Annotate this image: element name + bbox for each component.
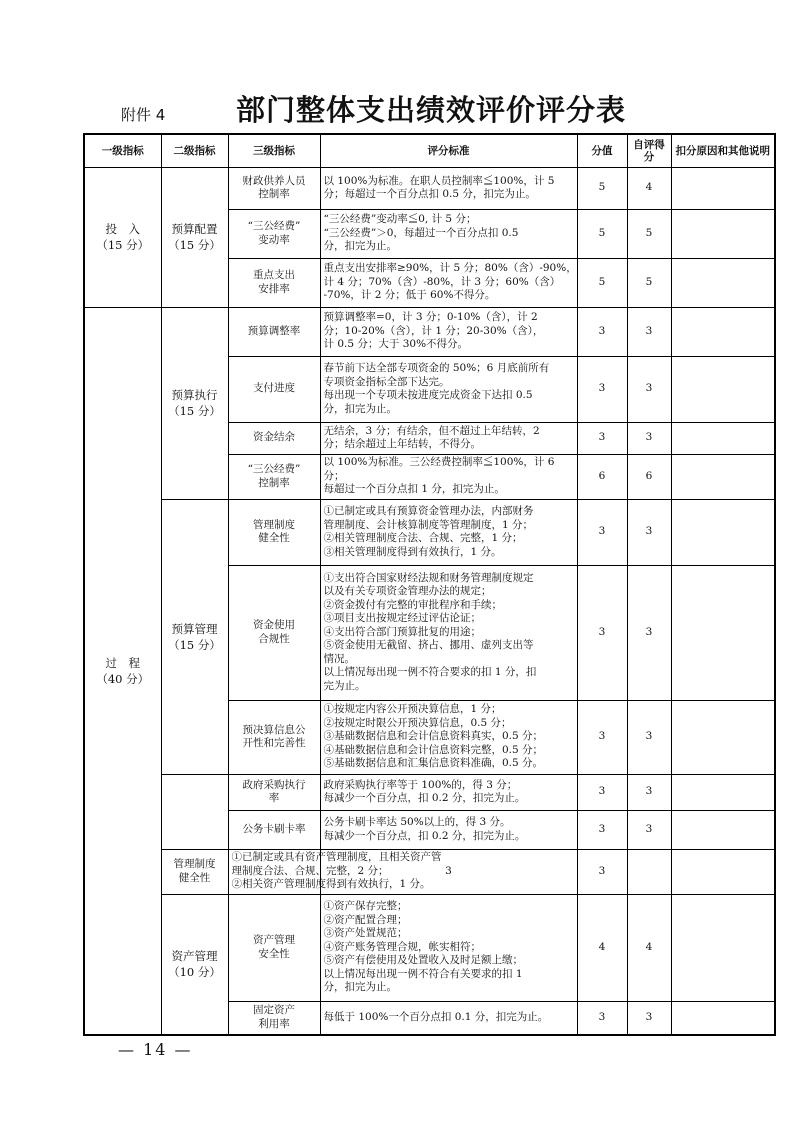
indicator-line: 安排率 (258, 282, 290, 295)
level3-indicator (161, 849, 228, 894)
level3-indicator (228, 258, 320, 307)
criteria-line: ③项目支出按规定经过评估论证； (323, 612, 481, 625)
criteria-line: 分，扣完为止。 (323, 981, 397, 994)
criteria-line: 政府采购执行率等于 100%的，得 3 分； (323, 778, 518, 791)
remarks-cell (671, 167, 775, 209)
criteria-line: 每超过一个百分点扣 1 分，扣完为止。 (323, 483, 505, 496)
page-title: 部门整体支出绩效评价评分表 (236, 93, 627, 127)
self-score-value: 3 (627, 810, 671, 849)
criteria-line: ④基础数据信息和会计信息资料完整，0.5 分； (323, 743, 544, 756)
column-header: 三级指标 (228, 134, 320, 167)
criteria-line: 计 4 分；70%（含）-80%，计 3 分；60%（含） (323, 275, 561, 288)
indicator-line: 固定资产 (253, 1004, 295, 1017)
level2-indicator (161, 894, 228, 1035)
self-score-value: 3 (627, 565, 671, 700)
criteria-line: “三公经费”＞0，每超过一个百分点扣 0.5 (323, 226, 519, 239)
level2-name: 资产管理 (171, 949, 218, 964)
criteria-line: 专项资金指标全部下达完。 (323, 375, 450, 388)
remarks-cell (671, 356, 775, 422)
criteria-line: 计 0.5 分；大于 30%不得分。 (323, 338, 469, 351)
level3-indicator (228, 894, 320, 1001)
remarks-cell (671, 774, 775, 810)
table-row (84, 849, 775, 894)
level1-name: 投 入 (105, 222, 140, 236)
scoring-criteria (320, 167, 577, 209)
indicator-line: 财政供养人员 (242, 174, 306, 187)
level2-indicator (161, 499, 228, 774)
criteria-line: 情况。 (323, 652, 355, 665)
indicator-line: 健全性 (178, 871, 211, 884)
indicator-line: 政府采购执行 (242, 778, 306, 791)
criteria-line: 公务卡刷卡率达 50%以上的，得 3 分。 (323, 816, 511, 828)
level2-name: 预算执行 (171, 388, 218, 402)
remarks-cell (627, 849, 671, 894)
level3-indicator (228, 565, 320, 700)
criteria-line: ①资产保存完整； (323, 900, 408, 913)
scoring-criteria (320, 894, 577, 1001)
criteria-line: 分；结余超过上年结转，不得分。 (323, 438, 481, 450)
criteria-line: ②相关管理制度合法、合规、完整，1 分； (323, 532, 523, 544)
table-row (84, 894, 775, 1001)
page-number: — 14 — (118, 1040, 193, 1059)
criteria-line: ③相关管理制度得到有效执行，1 分。 (323, 545, 502, 558)
scoring-criteria (320, 810, 577, 849)
level3-indicator (228, 1001, 320, 1035)
scoring-criteria (320, 258, 577, 307)
level1-score: （40 分） (96, 671, 150, 686)
scoring-criteria (320, 774, 577, 810)
level2-name: 预算管理 (171, 621, 218, 636)
column-header: 分值 (577, 134, 627, 167)
criteria-line: “三公经费”变动率≦0, 计 5 分； (323, 213, 477, 226)
level3-indicator (228, 209, 320, 258)
level1-name: 过 程 (105, 655, 140, 670)
indicator-line: 管理制度 (253, 518, 295, 531)
criteria-line: ①按规定内容公开预决算信息，1 分； (323, 703, 502, 716)
scoring-criteria (320, 499, 577, 565)
level3-indicator (228, 774, 320, 810)
criteria-line: ②按规定时限公开预决算信息，0.5 分； (323, 716, 512, 729)
indicator-line: “三公经费” (247, 463, 301, 475)
points-value: 3 (577, 810, 627, 849)
scoring-criteria (320, 356, 577, 422)
level2-indicator (161, 167, 228, 307)
remarks-cell (671, 700, 775, 774)
indicator-line: 率 (268, 792, 280, 804)
level3-indicator (228, 454, 320, 499)
points-value: 4 (577, 894, 627, 1001)
remarks-cell (671, 209, 775, 258)
indicator-line: 变动率 (258, 233, 290, 246)
criteria-line: ④资产账务管理合规，帐实相符； (323, 940, 481, 953)
self-score-value: 3 (577, 849, 627, 894)
indicator-line: 开性和完善性 (242, 737, 306, 749)
self-score-value: 6 (627, 454, 671, 499)
table-row (84, 774, 775, 810)
points-value: 3 (577, 422, 627, 454)
remarks-cell (671, 1001, 775, 1035)
indicator-line: 支付进度 (253, 382, 295, 395)
self-score-value: 5 (627, 209, 671, 258)
level1-score: （15 分） (96, 238, 150, 252)
criteria-line: ③基础数据信息和会计信息资料真实，0.5 分； (323, 730, 544, 743)
points-value: 5 (577, 209, 627, 258)
level2-score: （15 分） (168, 238, 221, 252)
criteria-line: ①已制定或具有资产管理制度，且相关资产管 (231, 851, 442, 864)
indicator-line: 预算调整率 (247, 324, 301, 337)
criteria-line: 理制度合法、合规、完整，2 分； (231, 864, 389, 877)
scoring-criteria (320, 422, 577, 454)
criteria-line: 管理制度、会计核算制度等管理制度，1 分； (323, 518, 534, 531)
criteria-line: ②资产配置合理； (323, 913, 408, 926)
indicator-line: 资金结余 (253, 431, 295, 444)
remarks-cell (671, 307, 775, 356)
criteria-line: 分，扣完为止。 (323, 240, 397, 253)
criteria-line: ①支出符合国家财经法规和财务管理制度规定 (323, 571, 534, 584)
remarks-cell (671, 454, 775, 499)
self-score-value: 3 (627, 1001, 671, 1035)
self-score-value: 3 (627, 307, 671, 356)
criteria-line: ④支出符合部门预算批复的用途； (323, 625, 481, 638)
self-score-value: 3 (627, 774, 671, 810)
indicator-line: 资产管理 (253, 934, 295, 946)
remarks-cell (671, 499, 775, 565)
remarks-cell (671, 422, 775, 454)
table-row (84, 167, 775, 209)
criteria-line: 分，扣完为止。 (323, 402, 397, 415)
points-value: 3 (577, 774, 627, 810)
level2-empty-cell (161, 774, 228, 849)
level3-indicator (228, 167, 320, 209)
criteria-line: ①已制定或具有预算资金管理办法，内部财务 (323, 505, 534, 517)
level1-indicator (84, 167, 161, 307)
criteria-line: 分；10-20%（含），计 1 分；20-30%（含）， (323, 324, 544, 337)
column-header: 评分标准 (320, 134, 577, 167)
points-value: 3 (577, 307, 627, 356)
points-value: 3 (577, 356, 627, 422)
remarks-cell (671, 565, 775, 700)
scoring-criteria (320, 454, 577, 499)
criteria-line: ③资产处置规范； (323, 927, 408, 940)
criteria-line: 以上情况每出现一例不符合有关要求的扣 1 (323, 967, 523, 980)
level1-indicator (84, 307, 161, 1035)
criteria-line: 每减少一个百分点，扣 0.2 分，扣完为止。 (323, 829, 526, 842)
criteria-line: 以 100%为标准。在职人员控制率≦100%，计 5 (323, 174, 555, 187)
points-value: 5 (577, 258, 627, 307)
indicator-line: 健全性 (258, 532, 290, 544)
level3-indicator (228, 810, 320, 849)
self-score-value: 3 (627, 422, 671, 454)
indicator-line: 安全性 (258, 947, 290, 960)
self-score-value: 3 (627, 700, 671, 774)
self-score-value: 3 (627, 499, 671, 565)
scoring-criteria (320, 700, 577, 774)
criteria-line: 分；每超过一个百分点扣 0.5 分，扣完为止。 (323, 188, 536, 200)
criteria-line: ②资金拨付有完整的审批程序和手续； (323, 598, 502, 611)
criteria-line: ⑤资金使用无截留、挤占、挪用、虚列支出等 (323, 639, 534, 652)
indicator-line: 预决算信息公 (242, 723, 306, 736)
points-value: 3 (577, 565, 627, 700)
criteria-line: 以 100%为标准。三公经费控制率≦100%，计 6 (323, 456, 555, 469)
table-header-row (84, 134, 775, 167)
scoring-criteria (320, 1001, 577, 1035)
points-value: 3 (577, 499, 627, 565)
remarks-cell (671, 258, 775, 307)
evaluation-table (83, 133, 776, 1036)
points-value: 3 (320, 849, 577, 894)
scoring-criteria (320, 209, 577, 258)
self-score-value: 4 (627, 167, 671, 209)
column-header: 自评得分 (627, 134, 671, 167)
column-header: 扣分原因和其他说明 (671, 134, 775, 167)
criteria-line: -70%，计 2 分；低于 60%不得分。 (323, 289, 496, 302)
indicator-line: 重点支出 (253, 269, 295, 281)
level2-score: （10 分） (168, 965, 221, 980)
level2-name: 预算配置 (171, 222, 218, 236)
column-header: 一级指标 (84, 134, 161, 167)
remarks-cell (671, 894, 775, 1001)
indicator-line: 合规性 (258, 632, 290, 645)
points-value: 3 (577, 1001, 627, 1035)
indicator-line: 公务卡刷卡率 (242, 822, 306, 835)
remarks-cell (671, 810, 775, 849)
indicator-line: 资金使用 (253, 619, 295, 631)
level3-indicator (228, 700, 320, 774)
points-value: 3 (577, 700, 627, 774)
self-score-value: 3 (627, 356, 671, 422)
criteria-line: 春节前下达全部专项资金的 50%；6 月底前所有 (323, 362, 550, 374)
criteria-line: 分； (323, 469, 345, 482)
level3-indicator (228, 307, 320, 356)
level2-score: （15 分） (168, 404, 221, 418)
criteria-line: 每出现一个专项未按进度完成资金下达扣 0.5 (323, 389, 533, 401)
criteria-line: 每减少一个百分点，扣 0.2 分，扣完为止。 (323, 792, 526, 804)
criteria-line: 每低于 100%一个百分点扣 0.1 分，扣完为止。 (323, 1011, 549, 1023)
indicator-line: “三公经费” (247, 220, 301, 232)
criteria-line: 完为止。 (323, 679, 366, 692)
indicator-line: 控制率 (258, 188, 290, 200)
criteria-line: 预算调整率=0，计 3 分；0-10%（含），计 2 (323, 311, 538, 324)
level2-indicator (161, 307, 228, 499)
scoring-criteria (320, 307, 577, 356)
level3-indicator (228, 422, 320, 454)
column-header: 二级指标 (161, 134, 228, 167)
points-value: 5 (577, 167, 627, 209)
criteria-line: ②相关资产管理制度得到有效执行，1 分。 (231, 878, 431, 891)
points-value: 6 (577, 454, 627, 499)
level3-indicator (228, 356, 320, 422)
indicator-line: 利用率 (258, 1017, 290, 1030)
attachment-label: 附件 4 (121, 106, 166, 124)
criteria-line: 重点支出安排率≥90%，计 5 分；80%（含）-90%， (323, 262, 577, 275)
criteria-line: ⑤基础数据信息和汇集信息资料准确，0.5 分。 (323, 757, 544, 770)
level2-score: （15 分） (168, 637, 221, 652)
criteria-line: ⑤资产有偿使用及处置收入及时足额上缴； (323, 954, 523, 967)
criteria-line: 无结余，3 分；有结余，但不超过上年结转，2 (323, 424, 540, 437)
table-row (84, 499, 775, 565)
criteria-line: 以及有关专项资金管理办法的规定； (323, 585, 492, 598)
scoring-criteria (320, 565, 577, 700)
self-score-value: 5 (627, 258, 671, 307)
level3-indicator (228, 499, 320, 565)
criteria-line: 以上情况每出现一例不符合要求的扣 1 分，扣 (323, 666, 537, 679)
indicator-line: 管理制度 (173, 858, 216, 870)
scoring-criteria (228, 849, 442, 894)
self-score-value: 4 (627, 894, 671, 1001)
indicator-line: 控制率 (258, 476, 290, 489)
table-row (84, 307, 775, 356)
